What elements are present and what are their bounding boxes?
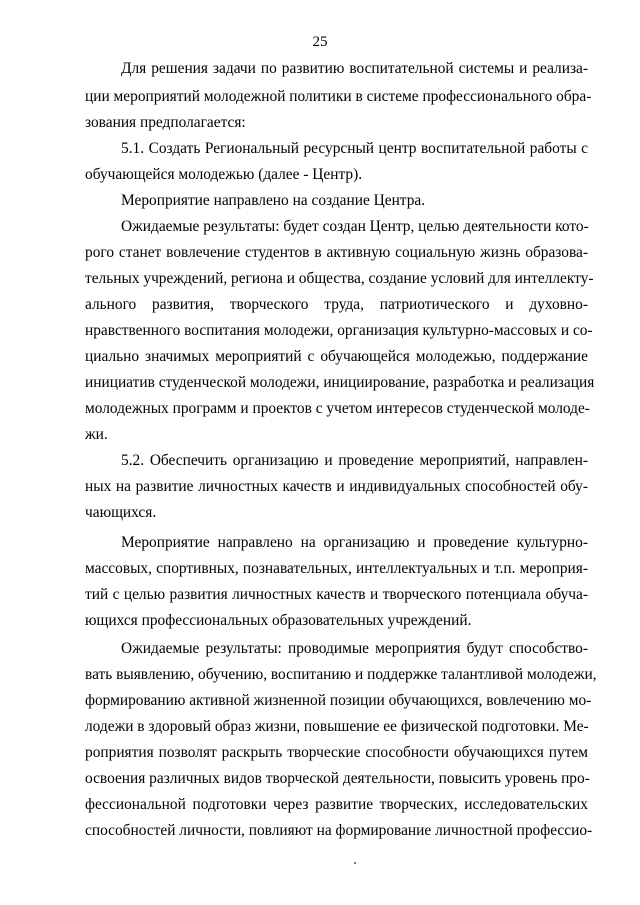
- text-line: 5.2. Обеспечить организацию и проведение мероприятий, направлен-: [121, 452, 588, 469]
- text-line: циально значимых мероприятий с обучающейся молодежью, поддержание: [85, 348, 588, 365]
- text-line: формированию активной жизненной позиции обучающихся, вовлечению мо-: [85, 692, 592, 709]
- text-line: обучающейся молодежью (далее - Центр).: [85, 166, 363, 183]
- text-line: Мероприятие направлено на создание Центра.: [121, 192, 426, 209]
- text-line: освоения различных видов творческой деятельности, повысить уровень про-: [85, 770, 590, 787]
- text-line: массовых, спортивных, познавательных, интеллектуальных и т.п. мероприя-: [85, 560, 588, 577]
- text-line: рого станет вовлечение студентов в активную социальную жизнь образова-: [85, 244, 588, 261]
- text-line: ющихся профессиональных образовательных учреждений.: [85, 612, 472, 629]
- text-line: Мероприятие направлено на организацию и проведение культурно-: [121, 534, 588, 551]
- text-line: молодежных программ и проектов с учетом интересов студенческой молоде-: [85, 400, 590, 417]
- text-line: вать выявлению, обучению, воспитанию и поддержке талантливой молодежи,: [85, 666, 597, 683]
- text-line: роприятия позволят раскрыть творческие способности обучающихся путем: [85, 744, 588, 761]
- text-line: ных на развитие личностных качеств и индивидуальных способностей обу-: [85, 478, 588, 495]
- text-line: фессиональной подготовки через развитие творческих, исследовательских: [85, 796, 588, 813]
- text-line: ального развития, творческого труда, патриотического и духовно-: [85, 296, 588, 313]
- text-line: жи.: [85, 426, 108, 443]
- text-line: чающихся.: [85, 504, 157, 521]
- text-line: ции мероприятий молодежной политики в системе профессионального обра-: [85, 88, 592, 105]
- text-line: Ожидаемые результаты: будет создан Центр, целью деятельности кото-: [121, 218, 589, 235]
- text-line: способностей личности, повлияют на формирование личностной профессио-: [85, 822, 593, 839]
- text-line: тий с целью развития личностных качеств и творческого потенциала обуча-: [85, 586, 588, 603]
- text-line: тельных учреждений, региона и общества, создание условий для интеллекту-: [85, 270, 594, 287]
- text-line: лодежи в здоровый образ жизни, повышение ее физической подготовки. Ме-: [85, 718, 589, 735]
- text-line: 5.1. Создать Региональный ресурсный центр воспитательной работы с: [121, 140, 588, 157]
- page-number: 25: [312, 34, 328, 50]
- text-line: Для решения задачи по развитию воспитательной системы и реализа-: [121, 60, 588, 77]
- scan-speck: [354, 862, 356, 864]
- text-line: зования предполагается:: [85, 114, 246, 131]
- text-line: нравственного воспитания молодежи, организация культурно-массовых и со-: [85, 322, 593, 339]
- text-line: Ожидаемые результаты: проводимые мероприятия будут способство-: [121, 640, 588, 657]
- text-line: инициатив студенческой молодежи, инициирование, разработка и реализация: [85, 374, 595, 391]
